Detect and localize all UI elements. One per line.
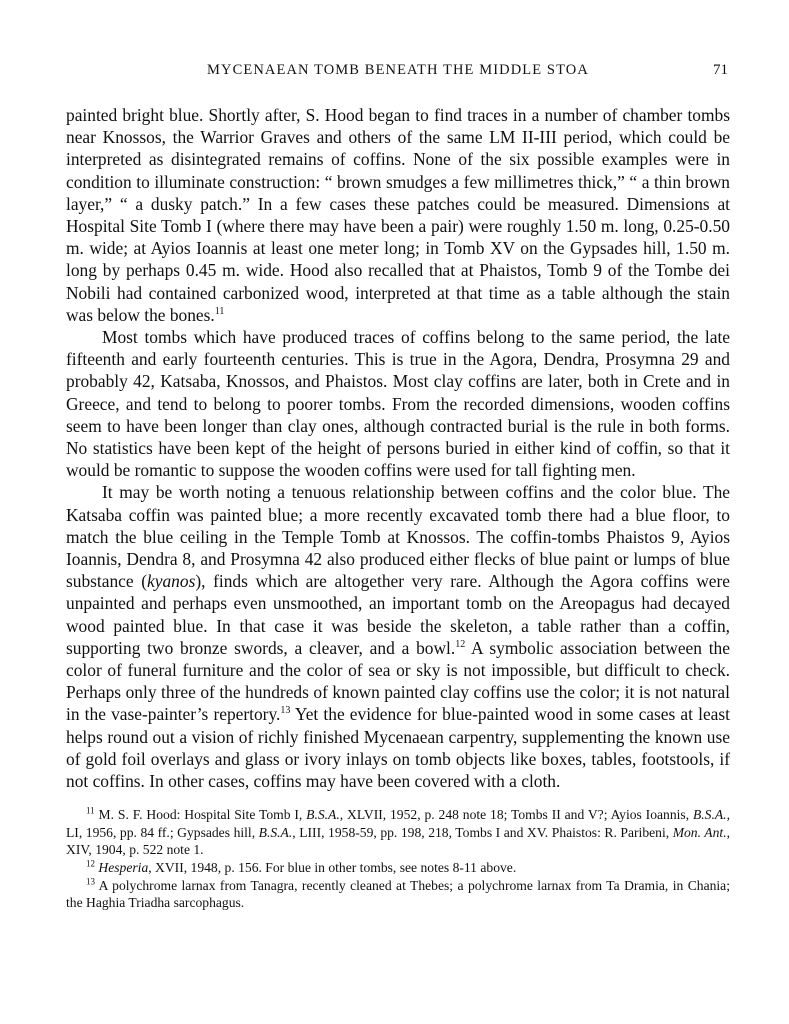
text-run: painted bright blue. Shortly after, S. Hood began to find traces in a number of chamber tombs near Knossos, the Warrior Graves and others of the same LM II-III period, which could be interpreted as disintegrated remains of coffins. None of the six possible examples were in condition to illuminate construction: “ brown smudges a few millimetres thick,” “ a thin brown layer,” “ a dusky patch.” In a few cases these patches could be measured. Dimensions at Hospital Site Tomb I (where there may have been a pair) were roughly 1.50 m. long, 0.25-0.50 m. wide; at Ayios Ioannis at least one meter long; in Tomb XV on the Gypsades hill, 1.50 m. long by perhaps 0.45 m. wide. Hood also recalled that at Phaistos, Tomb 9 of the Tombe dei Nobili had contained carbonized wood, interpreted at that time as a table although the stain was below the bones.: [66, 105, 730, 325]
footnote-ref: 12: [455, 639, 466, 651]
page-number: 71: [713, 62, 728, 78]
footnote-ref: 11: [214, 306, 225, 318]
text-run: A polychrome larnax from Tanagra, recently cleaned at Thebes; a polychrome larnax from Ta Dramia, in Chania; the Haghia Triadha sarcophagus.: [66, 877, 730, 911]
page: [66, 62, 730, 912]
italic-text: B.S.A.: [692, 807, 727, 823]
text-run: A symbolic association between the color of funeral furniture and the color of sea or sky is not impossible, but difficult to check. Perhaps only three of the hundreds of known painted clay coffins use the color; it is not natural in the vase-painter’s repertory.: [66, 637, 730, 725]
page-header: [66, 62, 730, 90]
text-run: , XVII, 1948, p. 156. For blue in other tombs, see notes 8-11 above.: [148, 860, 517, 876]
text-run: , LIII, 1958-59, pp. 198, 218, Tombs I and XV. Phaistos: R. Paribeni,: [292, 824, 673, 840]
body-paragraph: [66, 104, 730, 326]
footnote-ref: 11: [86, 805, 95, 816]
italic-text: B.S.A.: [306, 807, 340, 823]
footnote-ref: 13: [280, 705, 291, 717]
footnote-ref: 13: [86, 876, 95, 887]
text-run: , XIV, 1904, p. 522 note 1.: [66, 824, 730, 858]
footnotes: [66, 806, 730, 912]
italic-text: B.S.A.: [258, 824, 293, 840]
text-run: M. S. F. Hood: Hospital Site Tomb I,: [94, 807, 307, 823]
footnote: [66, 859, 730, 877]
body-text: [66, 104, 730, 792]
italic-text: kyanos: [147, 571, 196, 592]
text-run: ), finds which are altogether very rare. Although the Agora coffins were unpainted and perhaps even unsmoothed, an important tomb on the Areopagus had decayed wood painted blue. In that case it was beside the skeleton, a table rather than a coffin, supporting two bronze swords, a cleaver, and a bowl.: [66, 571, 730, 658]
body-paragraph: [66, 481, 730, 792]
body-paragraph: [66, 326, 730, 481]
running-head: MYCENAEAN TOMB BENEATH THE MIDDLE STOA: [207, 62, 589, 78]
footnote-ref: 12: [86, 858, 95, 869]
text-run: , LI, 1956, pp. 84 ff.; Gypsades hill,: [66, 807, 730, 840]
text-run: Most tombs which have produced traces of coffins belong to the same period, the late fifteenth and early fourteenth centuries. This is true in the Agora, Dendra, Prosymna 29 and probably 42, Katsaba, Knossos, and Phaistos. Most clay coffins are later, both in Crete and in Greece, and tend to belong to poorer tombs. From the recorded dimensions, wooden coffins seem to have been longer than clay ones, although contracted burial is the rule in both forms. No statistics have been kept of the height of persons buried in either kind of coffin, so that it would be romantic to suppose the wooden coffins were used for tall fighting men.: [66, 327, 730, 481]
footnote: [66, 806, 730, 859]
text-run: , XLVII, 1952, p. 248 note 18; Tombs II and V?; Ayios Ioannis,: [339, 807, 693, 823]
italic-text: Mon. Ant.: [672, 824, 727, 840]
text-run: Yet the evidence for blue-painted wood in some cases at least helps round out a vision of richly finished Mycenaean carpentry, supplementing the known use of gold foil overlays and glass or ivory inlays on tomb objects like boxes, tables, footstools, if not coffins. In other cases, coffins may have been covered with a cloth.: [66, 704, 730, 792]
italic-text: Hesperia: [98, 860, 149, 876]
footnote: [66, 877, 730, 912]
text-run: It may be worth noting a tenuous relationship between coffins and the color blue. The Katsaba coffin was painted blue; a more recently excavated tomb there had a blue floor, to match the blue ceiling in the Temple Tomb at Knossos. The coffin-tombs Phaistos 9, Ayios Ioannis, Dendra 8, and Prosymna 42 also produced either flecks of blue paint or lumps of blue substance (: [66, 482, 730, 592]
